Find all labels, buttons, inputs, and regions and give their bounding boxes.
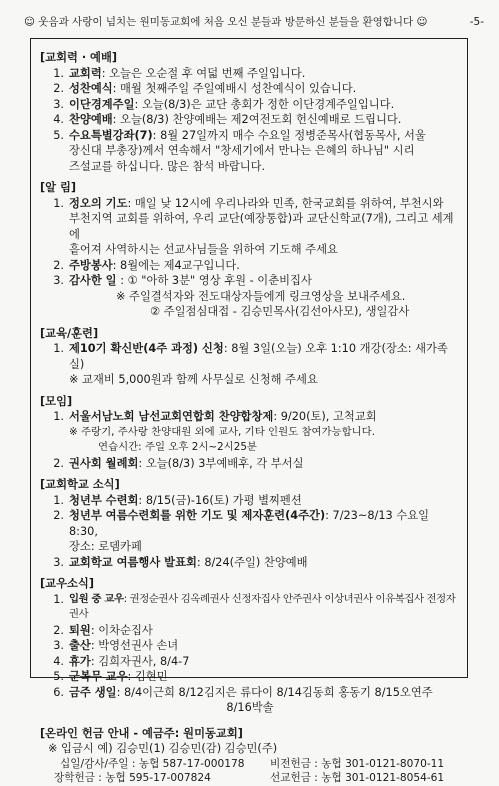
worship-item: 4. 찬양예배: 오늘(8/3) 찬양예배는 제2여전도회 헌신예배로 드립니다.: [53, 113, 402, 126]
worship-list: [40, 66, 460, 175]
member-item-6: 6. 금주 생일: 8/4이근희 8/12김지은 류다이 8/14김동희 홍동기 8/15오연주: [53, 685, 433, 699]
worship-item: 1. 교회력: 오늘은 오순절 후 여덟 번째 주일입니다.: [53, 66, 306, 80]
member-item-1: 1. 입원 중 교우: 권정순권사 김옥례권사 신정자집사 안주권사 이상녀권사 이유복집사 전정자권사: [53, 592, 456, 620]
school-item-1: 1. 청년부 수련회: 8/15(금)-16(토) 가평 별찌펜션: [53, 493, 302, 507]
notice-kitchen: 2. 주방봉사: 8월에는 제4교구입니다.: [53, 258, 240, 272]
worship-item: 3. 이단경계주일: 오늘(8/3)은 교단 총회가 정한 이단경계주일입니다.: [53, 97, 395, 111]
section-title-school: [교회학교 소식]: [40, 478, 120, 491]
section-title-education: [교육/훈련]: [40, 326, 99, 340]
member-item-5: 5. 군복무 교우: 김현민: [53, 670, 168, 683]
welcome-text: ☺ 웃음과 사랑이 넘치는 원미동교회에 처음 오신 분들과 방문하신 분들을 환영합니다 ☺: [24, 16, 428, 28]
section-title-members: [교우소식]: [40, 577, 94, 590]
section-title-notices: [알 림]: [40, 181, 77, 194]
worship-item-continuation: 장신대 부총장)께서 연속해서 "창세기에서 만나는 은혜의 하나님" 시리: [69, 144, 415, 157]
bulletin-content: [교회력 · 예배] 1. 교회력: 오늘은 오순절 후 여덟 번째 주일입니다. 2. 성찬예식: 매월 첫째주일 주일예배시 성찬예식이 있습니다. 3. 이단경계주일: 오늘(8/3)은 교단 총회가 정한 이단경계주일입니다. 4. 찬양예배: 오늘(8/3) 찬양예배는 제2여전도회 헌신예배로 드립니다. 5. 수요특별강좌(7): 8월 27일까지 매수 수요일 정병준목사(협동목사, 서울 장신대 부총장)께서 연속해서 "창세기에서 만나는 은혜의 하나님" 시리 즈설교를 하십니다. 많은 참석 바랍니다. [알 림] 1. 정오의 기도: 매일 낮 12시에 우리나라와 민족, 한국교회를 위하여, 부천시와 부천지역 교회를 위하여, 우리 교단(예장통합)과 교단신학교(7개), 그리고 세계에 흩어져 사역하시는 선교사님들을 위하여 기도해 주세요 2. 주방봉사: 8월에는 제4교구입니다. 3. 감사한 일 : ① "아하 3분" 영상 후원 - 이춘비집사 ※ 주일결석자와 전도대상자들에게 링크영상을 보내주세요. ② 주일점심대접 - 김승민목사(김선아사모), 생일감사 [교육/훈련] 1. 제10기 확신반(4주 과정) 신청: 8월 3일(오늘) 오후 1:10 개강(장소: 새가족실) ※ 교재비 5,000원과 함께 사무실로 신청해 주세요 [모임] 1. 서울서남노회 남선교회연합회 찬양합창제: 9/20(토), 고척교회 ※ 주랑기, 주사랑 찬양대원 외에 교사, 기타 인원도 참여가능합니다. 연습시간: 주일 오후 2시~2시25분 2. 권사회 월례회: 오늘(8/3) 3부예배후, 각 부서실 [교회학교 소식] 1. 청년부 수련회: 8/15(금)-16(토) 가평 별찌펜션 2. 청년부 여름수련회를 위한 기도 및 제자훈련(4주간): 7/23~8/13 수요일 8:30, 장소: 로뎀카페 3. 교회학교 여름행사 발표회: 8/24(주일) 찬양예배 [교우소식] 1. 입원 중 교우: 권정순권사 김옥례권사 신정자집사 안주권사 이상녀권사 이유복집사 전정자권사 2. 퇴원: 이차순집사 3. 출산: 박영선권사 손녀 4. 휴가: 김희자권사, 8/4-7 5. 군복무 교우: 김현민 6. 금주 생일: 8/4이근희 8/12김지은 류다이 8/14김동희 홍동기 8/15오연주 8/16박솔 [온라인 헌금 안내 - 예금주: 원미동교회] ※ 입금시 예) 김승민(1) 김승민(감) 김승민(주) 십일/감사/주일 : 농협 587-17-000178 비전헌금 : 농협 301-0121-8070-11 장학헌금 : 농협 595-17-007824 선교헌금 : 농협 301-0121-8054-61: [40, 50, 460, 786]
meeting-item-2: 2. 권사회 월례회: 오늘(8/3) 3부예배후, 각 부서실: [53, 456, 304, 470]
worship-item: 2. 성찬예식: 매월 첫째주일 주일예배시 성찬예식이 있습니다.: [53, 82, 357, 95]
school-item-3: 3. 교회학교 여름행사 발표회: 8/24(주일) 찬양예배: [53, 555, 308, 569]
education-item: 1. 제10기 확신반(4주 과정) 신청: 8월 3일(오늘) 오후 1:10 개강(장소: 새가족실): [53, 342, 448, 371]
worship-item: 5. 수요특별강좌(7): 8월 27일까지 매수 수요일 정병준목사(협동목사, 서울: [53, 128, 426, 142]
offering-accounts: 십일/감사/주일 : 농협 587-17-000178 비전헌금 : 농협 301-0121-8070-11 장학헌금 : 농협 595-17-007824 선교헌금 : 농협 301-0121-8054-61: [54, 757, 445, 784]
offering-note: ※ 입금시 예) 김승민(1) 김승민(감) 김승민(주): [48, 742, 278, 755]
worship-item-continuation: 즈설교를 하십니다. 많은 참석 바랍니다.: [69, 159, 266, 173]
member-item-3: 3. 출산: 박영선권사 손녀: [53, 639, 179, 652]
section-title-offering: [온라인 헌금 안내 - 예금주: 원미동교회]: [40, 726, 243, 740]
notice-prayer: 1. 정오의 기도: 매일 낮 12시에 우리나라와 민족, 한국교회를 위하여, 부천시와: [53, 196, 444, 210]
section-title-worship: [교회력 · 예배]: [40, 51, 118, 64]
member-item-2: 2. 퇴원: 이차순집사: [53, 623, 153, 637]
school-item-2: 2. 청년부 여름수련회를 위한 기도 및 제자훈련(4주간): 7/23~8/13 수요일 8:30,: [53, 509, 430, 538]
member-item-4: 4. 휴가: 김희자권사, 8/4-7: [53, 654, 190, 668]
notice-thanks: 3. 감사한 일 : ① "아하 3분" 영상 후원 - 이춘비집사: [53, 274, 312, 287]
meeting-item-1: 1. 서울서남노회 남선교회연합회 찬양합창제: 9/20(토), 고척교회: [53, 410, 377, 423]
page-number: -5-: [469, 16, 484, 28]
section-title-meetings: [모임]: [40, 394, 73, 408]
page-header: [24, 14, 484, 30]
